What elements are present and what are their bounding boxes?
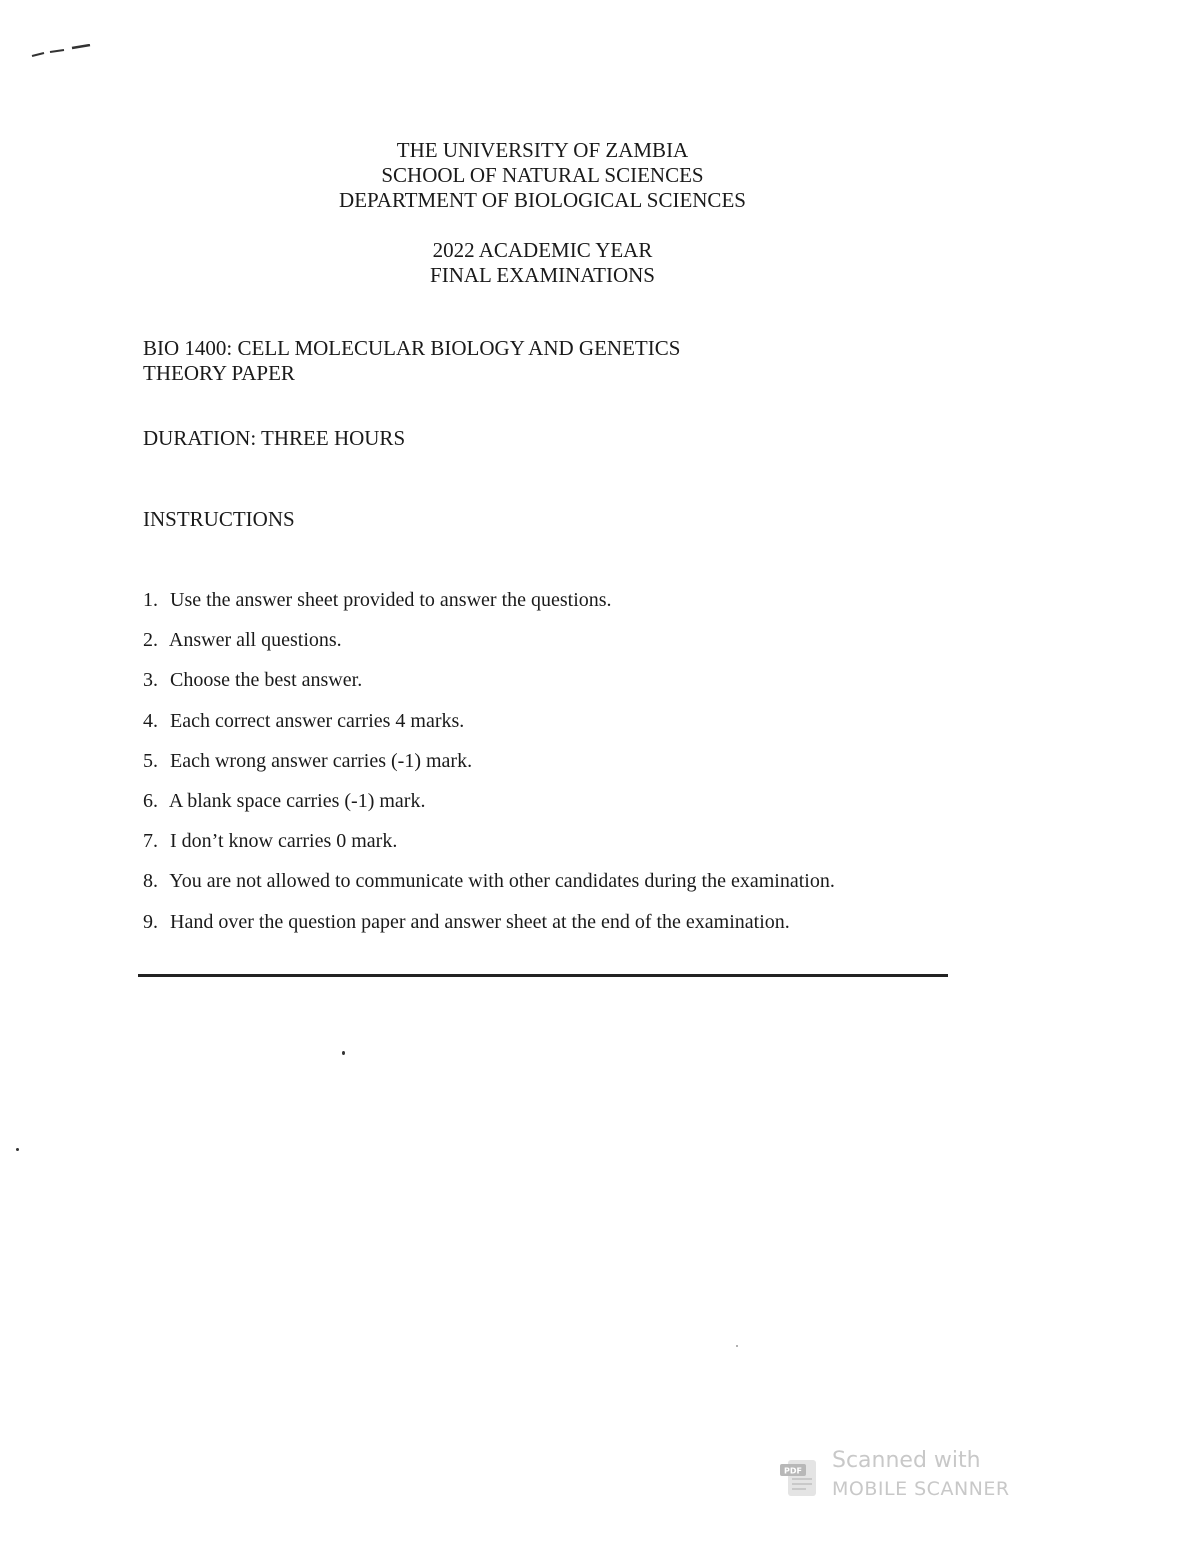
course-title: BIO 1400: CELL MOLECULAR BIOLOGY AND GENETICS (143, 336, 681, 360)
scan-speck (16, 1148, 19, 1151)
exam-header (0, 238, 1085, 288)
instruction-item: 6. A blank space carries (-1) mark. (143, 789, 426, 812)
instruction-item: 1. Use the answer sheet provided to answer the questions. (143, 589, 612, 611)
instructions-list (143, 586, 835, 948)
exam-duration: DURATION: THREE HOURS (143, 426, 406, 450)
paper-type: THEORY PAPER (143, 361, 295, 385)
exam-type: FINAL EXAMINATIONS (430, 263, 655, 287)
scan-speck (342, 1051, 345, 1055)
pdf-document-icon (780, 1454, 820, 1498)
instruction-item: 7. I don’t know carries 0 mark. (143, 830, 398, 853)
section-divider (138, 974, 948, 977)
instruction-item: 3. Choose the best answer. (143, 669, 363, 692)
instruction-item: 8. You are not allowed to communicate with other candidates during the examination. (143, 870, 835, 893)
instruction-item: 2. Answer all questions. (143, 629, 342, 652)
scan-artifact-mark (30, 44, 92, 58)
scan-speck (736, 1345, 738, 1347)
institution-header (0, 138, 1085, 213)
school-name: SCHOOL OF NATURAL SCIENCES (381, 163, 704, 187)
course-info (143, 336, 680, 386)
university-name: THE UNIVERSITY OF ZAMBIA (396, 138, 689, 162)
department-name: DEPARTMENT OF BIOLOGICAL SCIENCES (339, 188, 746, 212)
instruction-item: 9. Hand over the question paper and answer sheet at the end of the examination. (143, 910, 790, 933)
instruction-item: 4. Each correct answer carries 4 marks. (143, 709, 465, 732)
watermark-line2: MOBILE SCANNER (832, 1478, 1010, 1500)
instruction-item: 5. Each wrong answer carries (-1) mark. (143, 749, 473, 772)
academic-year: 2022 ACADEMIC YEAR (432, 238, 653, 262)
instructions-heading: INSTRUCTIONS (143, 507, 295, 531)
scanner-watermark (780, 1446, 1020, 1506)
watermark-line1: Scanned with (832, 1448, 981, 1473)
svg-text:PDF: PDF (784, 1466, 802, 1476)
